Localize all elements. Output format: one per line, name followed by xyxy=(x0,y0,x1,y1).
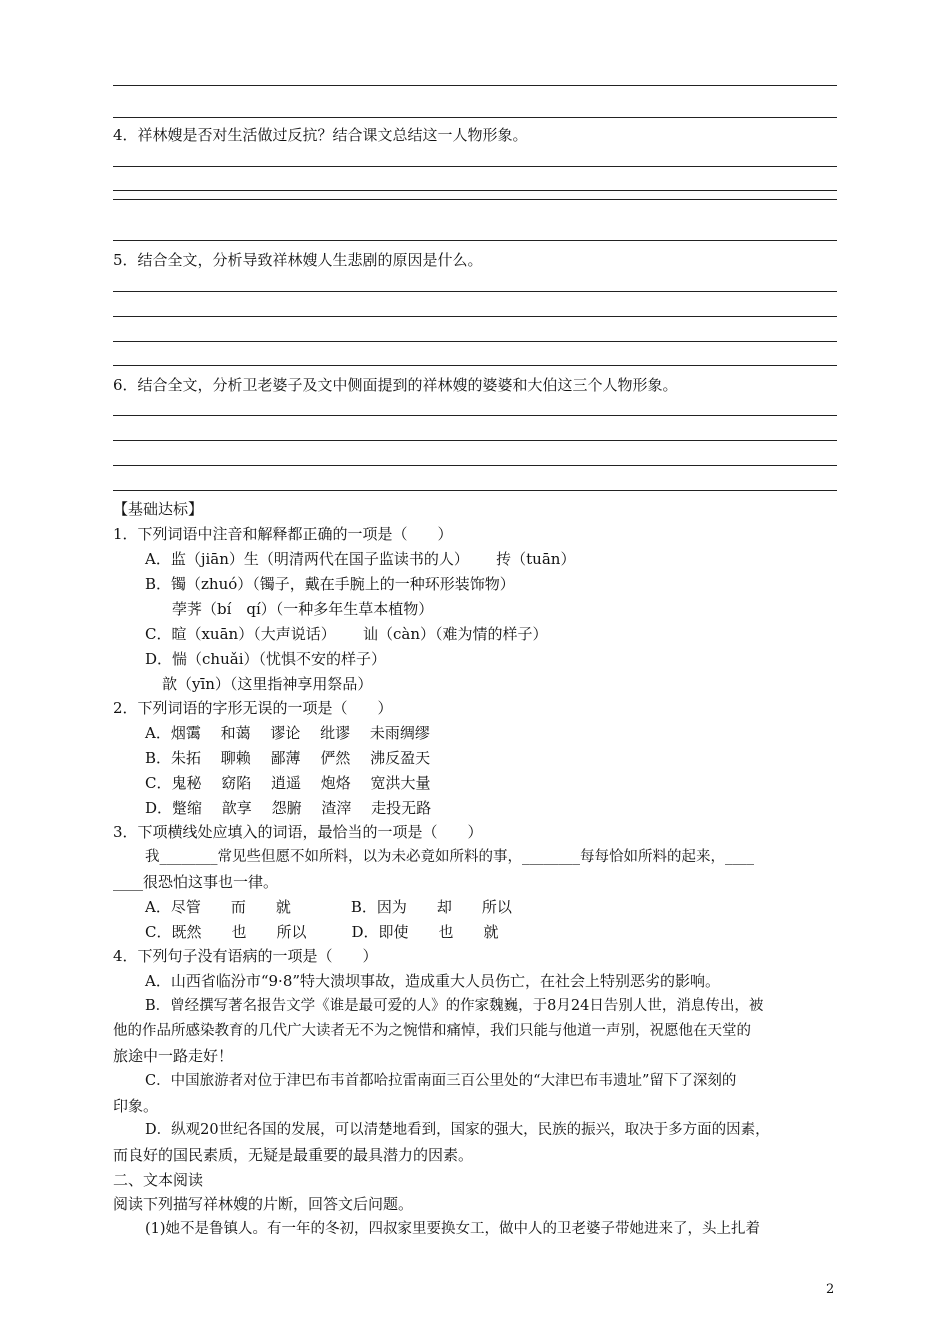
q1-option-b: B．镯（zhuó）（镯子，戴在手腕上的一种环形装饰物） xyxy=(145,575,515,593)
page-number: 2 xyxy=(826,1282,835,1297)
answer-line xyxy=(113,341,837,342)
q4-option-d: D．纵观20世纪各国的发展，可以清楚地看到，国家的强大，民族的振兴，取决于多方面的因素， xyxy=(145,1122,770,1138)
q4-option-a: A．山西省临汾市“9·8”特大溃坝事故，造成重大人员伤亡，在社会上特别恶劣的影响。 xyxy=(145,972,721,990)
question-6: 6．结合全文，分析卫老婆子及文中侧面提到的祥林嫂的婆婆和大伯这三个人物形象。 xyxy=(113,376,678,394)
section-reading-heading: 二、文本阅读 xyxy=(113,1171,204,1189)
answer-line xyxy=(113,85,837,86)
q4-option-b-cont: 他的作品所感染教育的几代广大读者无不为之惋惜和痛悼，我们只能与他道一声别，祝愿他在天堂的 xyxy=(113,1023,751,1039)
answer-line xyxy=(113,415,837,416)
q4-stem: 4．下列句子没有语病的一项是（ ） xyxy=(113,947,378,965)
q3-options-ab: A．尽管 而 就 B．因为 却 所以 xyxy=(145,898,512,916)
question-4: 4．祥林嫂是否对生活做过反抗？结合课文总结这一人物形象。 xyxy=(113,126,528,144)
q2-option-a: A．烟霭 和蔼 谬论 纰谬 未雨绸缪 xyxy=(145,724,430,742)
q3-stem: 3．下项横线处应填入的词语，最恰当的一项是（ ） xyxy=(113,823,483,841)
q1-option-c: C．暄（xuān）（大声说话） 讪（càn）（难为情的样子） xyxy=(145,625,548,643)
q4-option-b: B．曾经撰写著名报告文学《谁是最可爱的人》的作家魏巍，于8月24日告别人世，消息传出，被 xyxy=(145,998,764,1014)
q2-option-b: B．朱拓 聊赖 鄙薄 俨然 沸反盈天 xyxy=(145,749,431,767)
answer-line xyxy=(113,166,837,167)
q1-option-d: D．惴（chuǎi）（忧惧不安的样子） xyxy=(145,650,386,668)
q1-option-a: A．监（jiān）生（明清两代在国子监读书的人） 抟（tuān） xyxy=(145,550,576,568)
answer-line xyxy=(113,440,837,441)
q1-stem: 1．下列词语中注音和解释都正确的一项是（ ） xyxy=(113,525,453,543)
answer-line xyxy=(113,190,837,191)
q2-stem: 2．下列词语的字形无误的一项是（ ） xyxy=(113,699,393,717)
q4-option-c-cont: 印象。 xyxy=(113,1097,159,1115)
reading-instruction: 阅读下列描写祥林嫂的片断，回答文后问题。 xyxy=(113,1195,414,1213)
q4-option-b-cont2: 旅途中一路走好！ xyxy=(113,1047,234,1065)
reading-paragraph-1: (1)她不是鲁镇人。有一年的冬初，四叔家里要换女工，做中人的卫老婆子带她进来了，头上扎着 xyxy=(145,1221,761,1237)
question-5: 5．结合全文，分析导致祥林嫂人生悲剧的原因是什么。 xyxy=(113,251,483,269)
answer-line xyxy=(113,365,837,366)
q3-sentence-cont: ____很恐怕这事也一律。 xyxy=(113,873,279,891)
q2-option-c: C．鬼秘 窈陷 逍遥 炮烙 宽洪大量 xyxy=(145,774,431,792)
answer-line xyxy=(113,316,837,317)
answer-line xyxy=(113,117,837,118)
q4-option-d-cont: 而良好的国民素质，无疑是最重要的最具潜力的因素。 xyxy=(113,1146,474,1164)
answer-line xyxy=(113,465,837,466)
answer-line xyxy=(113,240,837,241)
answer-line xyxy=(113,490,837,491)
q1-option-b-cont: 荸荠（bí qí）（一种多年生草本植物） xyxy=(172,600,434,618)
q2-option-d: D．蹩缩 歆享 怨腑 渣滓 走投无路 xyxy=(145,799,432,817)
q1-option-d-cont: 歆（yīn）（这里指神享用祭品） xyxy=(162,675,373,693)
section-heading: 【基础达标】 xyxy=(113,500,204,518)
q4-option-c: C．中国旅游者对位于津巴布韦首都哈拉雷南面三百公里处的“大津巴布韦遗址”留下了深刻的 xyxy=(145,1073,737,1089)
answer-line xyxy=(113,199,837,200)
q3-options-cd: C．既然 也 所以 D．即使 也 就 xyxy=(145,923,499,941)
answer-line xyxy=(113,291,837,292)
q3-sentence: 我________常见些但愿不如所料，以为未必竟如所料的事，________每每恰如所料的起来，____ xyxy=(145,849,754,865)
